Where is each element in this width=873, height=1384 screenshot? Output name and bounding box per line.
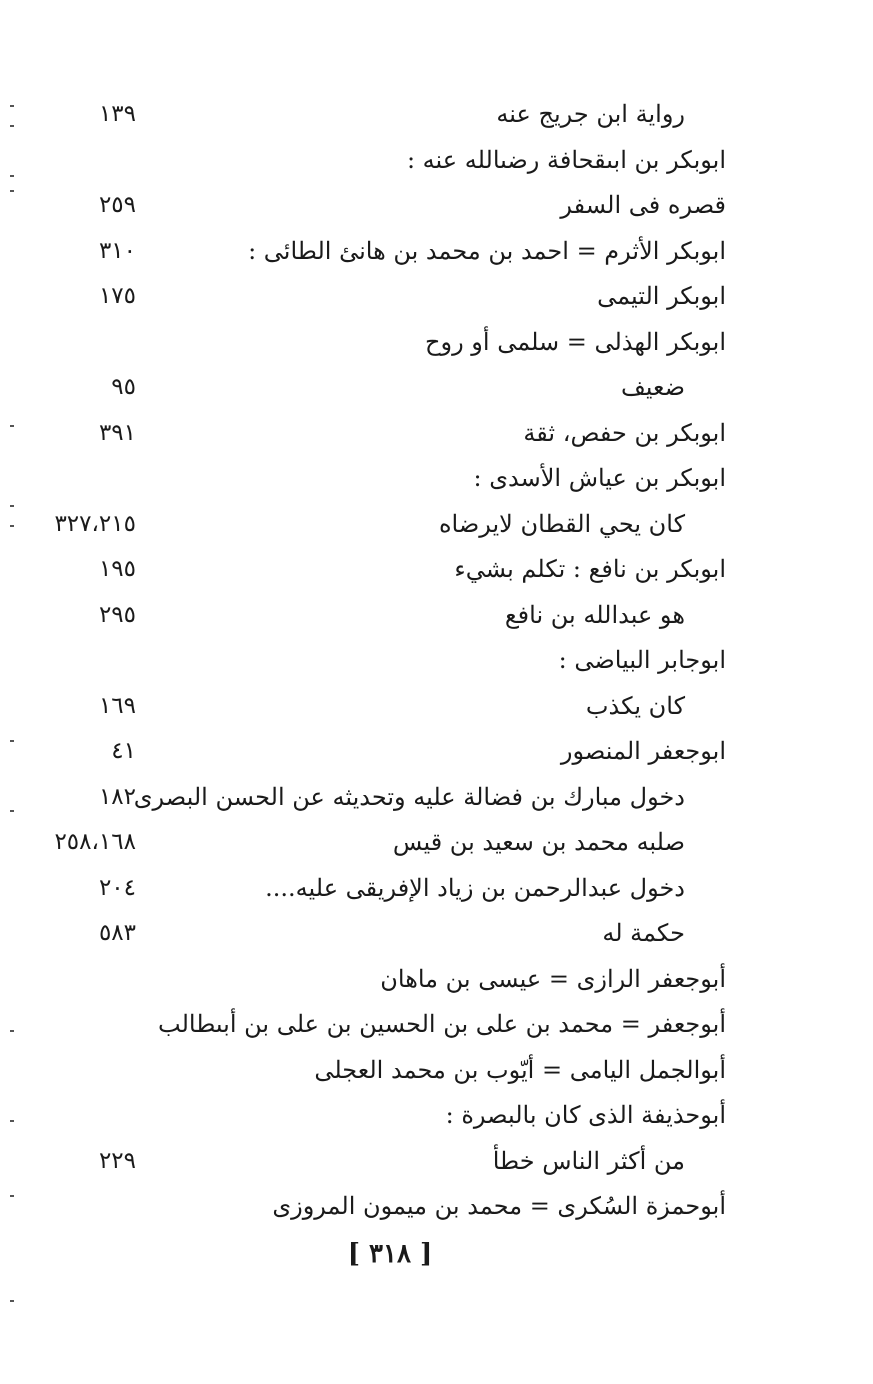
entry-text: ابوبكر الهذلى = سلمى أو روح — [425, 328, 726, 356]
scan-margin-mark — [10, 810, 14, 812]
entry-page-ref: ٢٩٥ — [98, 602, 136, 628]
entry-page-ref: ٢٢٩ — [98, 1148, 136, 1174]
entry-text: كان يكذب — [585, 692, 685, 720]
index-entry — [0, 866, 873, 910]
entry-page-ref: ٣٩١ — [98, 420, 136, 446]
entry-text: رواية ابن جريج عنه — [496, 100, 685, 128]
index-entry — [0, 1048, 873, 1092]
scan-margin-mark — [10, 125, 14, 127]
scan-margin-mark — [10, 505, 14, 507]
entry-text: ابوبكر بن حفص، ثقة — [523, 419, 726, 447]
index-entry — [0, 365, 873, 409]
entry-page-ref: ١٦٩ — [98, 693, 136, 719]
scan-margin-mark — [10, 1300, 14, 1302]
entry-page-ref: ١٨٢ — [98, 784, 136, 810]
scan-margin-mark — [10, 175, 14, 177]
index-entry — [0, 957, 873, 1001]
entry-page-ref: ٣١٠ — [98, 238, 136, 264]
entry-text: قصره فى السفر — [560, 191, 726, 219]
index-entry — [0, 729, 873, 773]
index-entry — [0, 229, 873, 273]
entry-page-ref: ٢٠٤ — [98, 875, 136, 901]
entry-page-ref: ١٣٩ — [98, 101, 136, 127]
entry-text: أبوحذيفة الذى كان بالبصرة : — [445, 1101, 726, 1129]
index-entry — [0, 1139, 873, 1183]
index-entry — [0, 502, 873, 546]
entry-page-ref: ٢٥٨،١٦٨ — [54, 829, 136, 855]
scan-margin-mark — [10, 1030, 14, 1032]
entry-text: ابوبكر بن ابىقحافة رضىالله عنه : — [406, 146, 726, 174]
entry-text: ابوبكر بن نافع : تكلم بشيء — [454, 555, 726, 583]
index-entry — [0, 274, 873, 318]
index-entry — [0, 183, 873, 227]
index-entry — [0, 1184, 873, 1228]
index-entry — [0, 638, 873, 682]
entry-text: ابوبكر الأثرم = احمد بن محمد بن هانئ الطائى : — [248, 237, 726, 265]
scan-margin-mark — [10, 740, 14, 742]
scan-margin-mark — [10, 425, 14, 427]
page-number: [ ٣١٨ ] — [347, 1239, 433, 1269]
scan-margin-mark — [10, 1120, 14, 1122]
index-entry — [0, 820, 873, 864]
index-entry — [0, 456, 873, 500]
entry-text: أبوجعفر = محمد بن على بن الحسين بن على بن أبىطالب — [158, 1010, 726, 1038]
scan-margin-mark — [10, 525, 14, 527]
entry-page-ref: ٩٥ — [111, 374, 136, 400]
entry-text: ابوجعفر المنصور — [560, 737, 726, 765]
entry-text: ابوجابر البياضى : — [558, 646, 726, 674]
index-entry — [0, 775, 873, 819]
entry-text: دخول مبارك بن فضالة عليه وتحديثه عن الحسن البصرى — [133, 783, 685, 811]
entry-text: حكمة له — [602, 919, 685, 947]
entry-text: ابوبكر التيمى — [597, 282, 726, 310]
entry-text: دخول عبدالرحمن بن زياد الإفريقى عليه.... — [265, 874, 685, 902]
entry-page-ref: ٣٢٧،٢١٥ — [54, 511, 136, 537]
index-entry — [0, 1093, 873, 1137]
entry-text: من أكثر الناس خطأ — [492, 1147, 685, 1175]
index-entry — [0, 138, 873, 182]
entry-text: أبوحمزة السُكرى = محمد بن ميمون المروزى — [272, 1192, 726, 1220]
scan-margin-mark — [10, 105, 14, 107]
entry-page-ref: ١٩٥ — [98, 556, 136, 582]
scan-margin-mark — [10, 190, 14, 192]
scan-margin-mark — [10, 1195, 14, 1197]
entry-page-ref: ٤١ — [111, 738, 136, 764]
entry-text: أبوالجمل اليامى = أيّوب بن محمد العجلى — [314, 1056, 726, 1084]
index-entry — [0, 1002, 873, 1046]
entry-page-ref: ٥٨٣ — [98, 920, 136, 946]
index-entry — [0, 92, 873, 136]
index-entry — [0, 593, 873, 637]
entry-text: كان يحي القطان لايرضاه — [438, 510, 685, 538]
index-entry — [0, 547, 873, 591]
entry-text: هو عبدالله بن نافع — [504, 601, 685, 629]
entry-page-ref: ١٧٥ — [98, 283, 136, 309]
entry-text: أبوجعفر الرازى = عيسى بن ماهان — [380, 965, 726, 993]
index-entry — [0, 684, 873, 728]
index-entry — [0, 320, 873, 364]
entry-page-ref: ٢٥٩ — [98, 192, 136, 218]
entry-text: ضعيف — [620, 373, 685, 401]
index-entry — [0, 911, 873, 955]
entry-text: صلبه محمد بن سعيد بن قيس — [392, 828, 685, 856]
index-entry — [0, 411, 873, 455]
entry-text: ابوبكر بن عياش الأسدى : — [473, 464, 726, 492]
